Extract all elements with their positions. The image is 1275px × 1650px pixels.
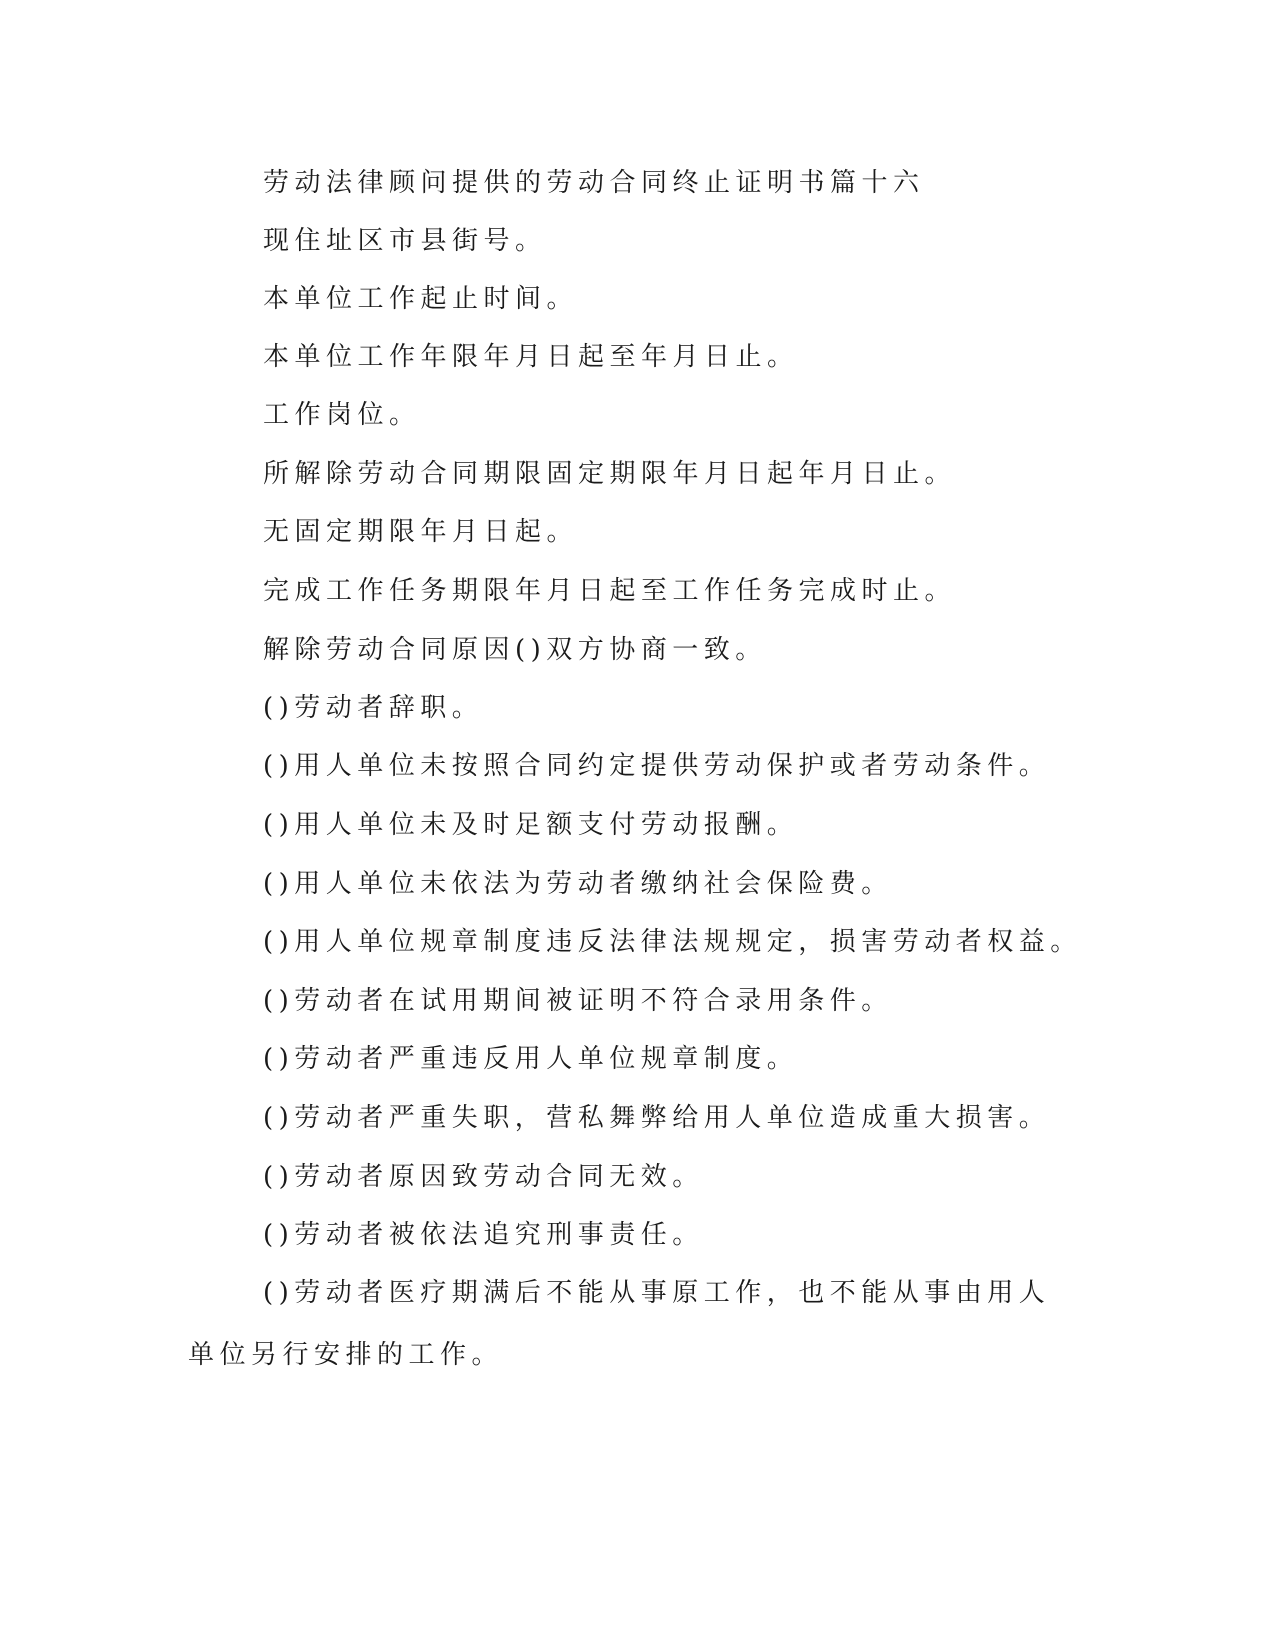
- list-item: ()劳动者原因致劳动合同无效。: [263, 1162, 704, 1192]
- paragraph: 完成工作任务期限年月日起至工作任务完成时止。: [263, 576, 957, 606]
- list-item: ()用人单位规章制度违反法律法规规定，损害劳动者权益。: [263, 927, 1082, 957]
- list-item: ()劳动者严重违反用人单位规章制度。: [263, 1044, 799, 1074]
- list-item: ()劳动者严重失职，营私舞弊给用人单位造成重大损害。: [263, 1103, 1051, 1133]
- list-item: ()劳动者被依法追究刑事责任。: [263, 1220, 704, 1250]
- paragraph: 解除劳动合同原因()双方协商一致。: [263, 635, 767, 665]
- paragraph: 所解除劳动合同期限固定期限年月日起年月日止。: [263, 459, 957, 489]
- list-item: ()用人单位未按照合同约定提供劳动保护或者劳动条件。: [263, 751, 1051, 781]
- list-item: ()用人单位未及时足额支付劳动报酬。: [263, 810, 799, 840]
- document-title: 劳动法律顾问提供的劳动合同终止证明书篇十六: [263, 168, 925, 198]
- paragraph: 无固定期限年月日起。: [263, 517, 579, 547]
- list-item: ()用人单位未依法为劳动者缴纳社会保险费。: [263, 869, 893, 899]
- paragraph: 工作岗位。: [263, 400, 421, 430]
- paragraph: 本单位工作年限年月日起至年月日止。: [263, 342, 799, 372]
- list-item: ()劳动者医疗期满后不能从事原工作，也不能从事由用人单位另行安排的工作。: [188, 1278, 1051, 1370]
- list-item: ()劳动者辞职。: [263, 693, 484, 723]
- list-item: ()劳动者在试用期间被证明不符合录用条件。: [263, 986, 893, 1016]
- paragraph: 现住址区市县街号。: [263, 226, 547, 256]
- paragraph: 本单位工作起止时间。: [263, 284, 579, 314]
